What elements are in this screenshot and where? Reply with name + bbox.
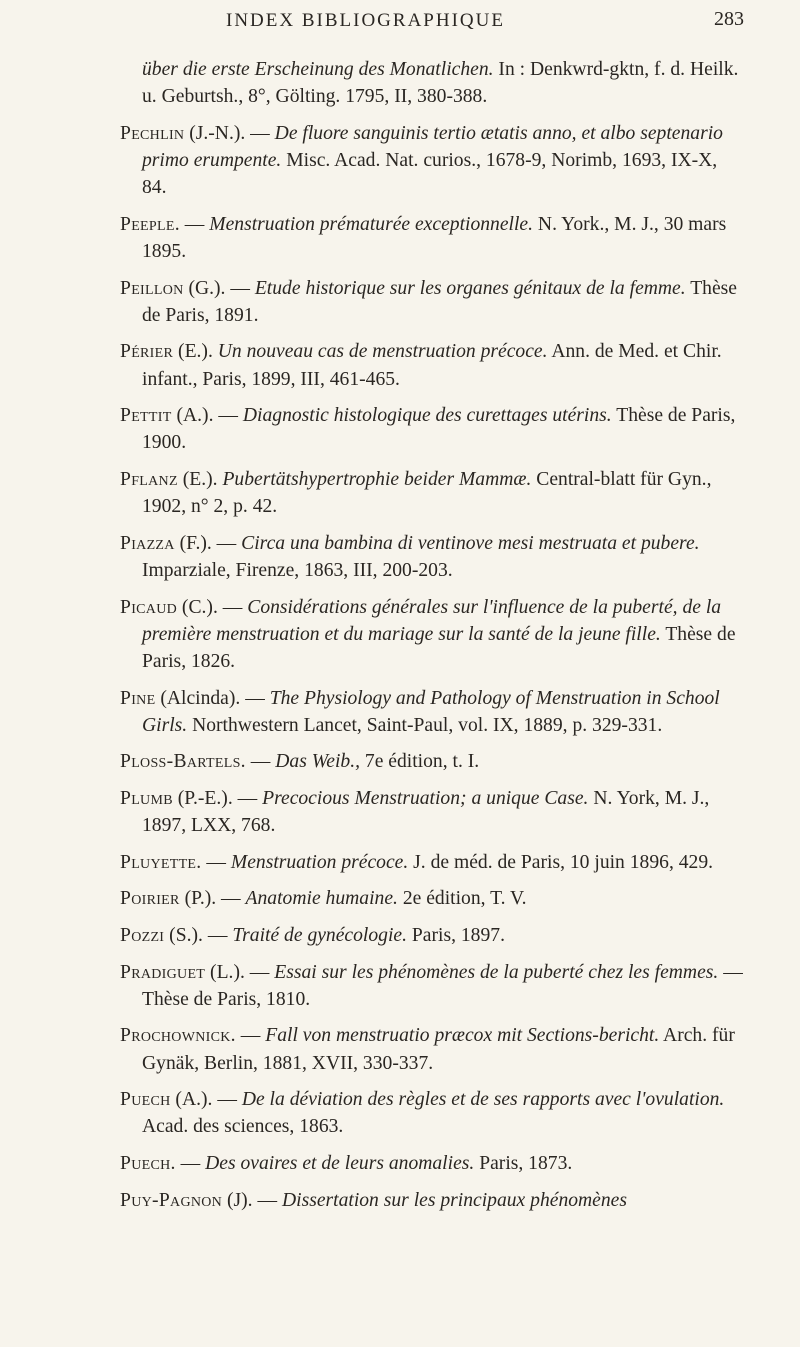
- entry-separator: —: [175, 1152, 206, 1174]
- entry-separator: —: [235, 1025, 266, 1047]
- entry-publication: In : Denkwrd-gktn, f. d. Heilk. u. Geburtsh., 8°, Gölting. 1795, II, 380-388.: [142, 59, 739, 108]
- entry-initials: (E.).: [177, 468, 218, 490]
- bibliography-entry: [120, 466, 744, 520]
- entry-initials: (J).: [222, 1189, 253, 1211]
- entry-title: Menstruation prématurée exceptionnelle.: [209, 213, 534, 235]
- entry-publication: Paris, 1897.: [407, 924, 505, 946]
- entry-author: Pine: [120, 687, 156, 709]
- entry-initials: (A.).: [171, 405, 214, 427]
- entry-author: Plumb: [120, 787, 173, 809]
- entry-separator: —: [240, 687, 270, 709]
- entry-publication: Northwestern Lancet, Saint-Paul, vol. IX, 1889, p. 329-331.: [187, 714, 663, 736]
- entry-separator: —: [216, 888, 246, 910]
- bibliography-entry: [120, 959, 744, 1013]
- entry-title: Diagnostic histologique des curettages utérins.: [242, 405, 612, 427]
- entry-publication: Thèse de Paris, 1891.: [142, 277, 738, 326]
- entry-title: Anatomie humaine.: [245, 888, 398, 910]
- entry-separator: —: [213, 405, 243, 427]
- entry-separator: —: [225, 277, 255, 299]
- entry-title: Precocious Menstruation; a unique Case.: [262, 787, 589, 809]
- bibliography-entry: [120, 922, 744, 949]
- entry-author: Peillon: [120, 277, 184, 299]
- entry-initials: (G.).: [183, 277, 226, 299]
- entry-separator: —: [201, 851, 231, 873]
- entry-title: Das Weib.,: [275, 751, 360, 773]
- entry-separator: —: [244, 961, 275, 983]
- bibliography-entry: [120, 1187, 744, 1214]
- entry-author: Piazza: [120, 532, 175, 554]
- entry-publication: — Thèse de Paris, 1810.: [142, 961, 743, 1010]
- page-header: [120, 0, 744, 40]
- entry-title: Traité de gynécologie.: [232, 924, 407, 946]
- bibliography-entry: [120, 1022, 744, 1076]
- entry-author: Prochownick.: [120, 1025, 236, 1047]
- entry-title: De fluore sanguinis tertio ætatis anno, et albo septenario primo erumpente.: [142, 122, 723, 171]
- entry-initials: (P.-E.).: [172, 787, 233, 809]
- bibliography-entry: [120, 275, 744, 329]
- entry-author: Pozzi: [120, 924, 165, 946]
- entry-title: De la déviation des règles et de ses rapports avec l'ovulation.: [241, 1089, 725, 1111]
- entry-publication: Arch. für Gynäk, Berlin, 1881, XVII, 330-337.: [142, 1025, 735, 1074]
- entry-title: Dissertation sur les principaux phénomènes: [281, 1189, 628, 1211]
- entry-separator: —: [245, 122, 275, 144]
- entry-publication: 7e édition, t. I.: [360, 751, 480, 773]
- entry-title: Circa una bambina di ventinove mesi mestruata et pubere.: [241, 532, 700, 554]
- entry-author: Poirier: [120, 888, 180, 910]
- entry-publication: 2e édition, T. V.: [397, 888, 527, 910]
- entry-author: Puech.: [120, 1152, 176, 1174]
- entry-publication: Paris, 1873.: [474, 1152, 573, 1174]
- entry-author: Picaud: [120, 596, 178, 618]
- running-title: INDEX BIBLIOGRAPHIQUE: [226, 10, 505, 31]
- entry-publication: Acad. des sciences, 1863.: [142, 1116, 344, 1138]
- bibliography-list: [120, 56, 744, 1214]
- bibliography-entry: [120, 885, 744, 912]
- entry-separator: —: [202, 924, 233, 946]
- entry-publication: Ann. de Med. et Chir. infant., Paris, 1899, III, 461-465.: [142, 341, 722, 390]
- bibliography-entry-continuation: [120, 56, 744, 110]
- entry-publication: Misc. Acad. Nat. curios., 1678-9, Norimb, 1693, IX-X, 84.: [142, 150, 718, 199]
- bibliography-entry: [120, 748, 744, 775]
- entry-title: Un nouveau cas de menstruation précoce.: [217, 341, 548, 363]
- entry-publication: Central-blatt für Gyn., 1902, n° 2, p. 42.: [142, 468, 712, 518]
- entry-publication: Thèse de Paris, 1826.: [142, 623, 736, 672]
- entry-initials: (C.).: [177, 596, 218, 618]
- entry-separator: —: [179, 213, 210, 235]
- entry-initials: (Alcinda).: [155, 687, 241, 709]
- entry-author: Pechlin: [120, 122, 185, 144]
- bibliography-entry: [120, 849, 744, 876]
- entry-author: Pradiguet: [120, 961, 206, 983]
- bibliography-entry: [120, 1150, 744, 1177]
- entry-publication: Imparziale, Firenze, 1863, III, 200-203.: [142, 559, 453, 581]
- bibliography-entry: [120, 594, 744, 676]
- entry-initials: (S.).: [164, 924, 203, 946]
- bibliography-entry: [120, 211, 744, 265]
- bibliography-entry: [120, 530, 744, 584]
- entry-separator: —: [232, 787, 263, 809]
- bibliography-entry: [120, 338, 744, 392]
- bibliography-entry: [120, 685, 744, 739]
- entry-author: Pflanz: [120, 468, 178, 490]
- entry-separator: —: [211, 532, 242, 554]
- entry-initials: (F.).: [174, 532, 212, 554]
- entry-publication: J. de méd. de Paris, 10 juin 1896, 429.: [408, 851, 714, 873]
- entry-title: Essai sur les phénomènes de la puberté chez les femmes.: [274, 961, 719, 983]
- bibliography-entry: [120, 1086, 744, 1140]
- entry-author: Ploss-Bartels.: [120, 751, 246, 773]
- entry-author: Peeple.: [120, 213, 180, 235]
- entry-initials: (J.-N.).: [184, 122, 246, 144]
- entry-separator: —: [212, 1089, 242, 1111]
- entry-publication: Thèse de Paris, 1900.: [142, 405, 736, 454]
- entry-initials: (A.).: [170, 1089, 213, 1111]
- bibliography-entry: [120, 785, 744, 839]
- entry-author: Pettit: [120, 405, 172, 427]
- entry-publication: N. York., M. J., 30 mars 1895.: [142, 213, 727, 262]
- entry-title: Des ovaires et de leurs anomalies.: [205, 1152, 475, 1174]
- entry-publication: N. York, M. J., 1897, LXX, 768.: [142, 787, 710, 837]
- entry-title: Menstruation précoce.: [230, 851, 409, 873]
- entry-separator: —: [245, 751, 276, 773]
- entry-title: Etude historique sur les organes génitaux de la femme.: [254, 277, 686, 299]
- entry-title: The Physiology and Pathology of Menstruation in School Girls.: [142, 687, 720, 736]
- entry-title: Fall von menstruatio præcox mit Sections-bericht.: [265, 1025, 660, 1047]
- entry-initials: (E.).: [173, 341, 213, 363]
- entry-initials: (L.).: [205, 961, 245, 983]
- entry-title: Considérations générales sur l'influence de la puberté, de la première menstruation et du mariage sur la santé de la jeune fille.: [142, 596, 722, 645]
- entry-title: Pubertätshypertrophie beider Mammæ.: [222, 468, 532, 490]
- entry-author: Puy-Pagnon: [120, 1189, 223, 1211]
- entry-separator: —: [252, 1189, 282, 1211]
- entry-title: über die erste Erscheinung des Monatlichen.: [142, 59, 494, 80]
- entry-separator: —: [217, 596, 248, 618]
- bibliography-entry: [120, 402, 744, 456]
- entry-initials: (P.).: [179, 888, 217, 910]
- page-number: 283: [714, 8, 744, 30]
- bibliography-entry: [120, 120, 744, 202]
- entry-author: Puech: [120, 1089, 171, 1111]
- entry-author: Périer: [120, 341, 174, 363]
- entry-author: Pluyette.: [120, 851, 202, 873]
